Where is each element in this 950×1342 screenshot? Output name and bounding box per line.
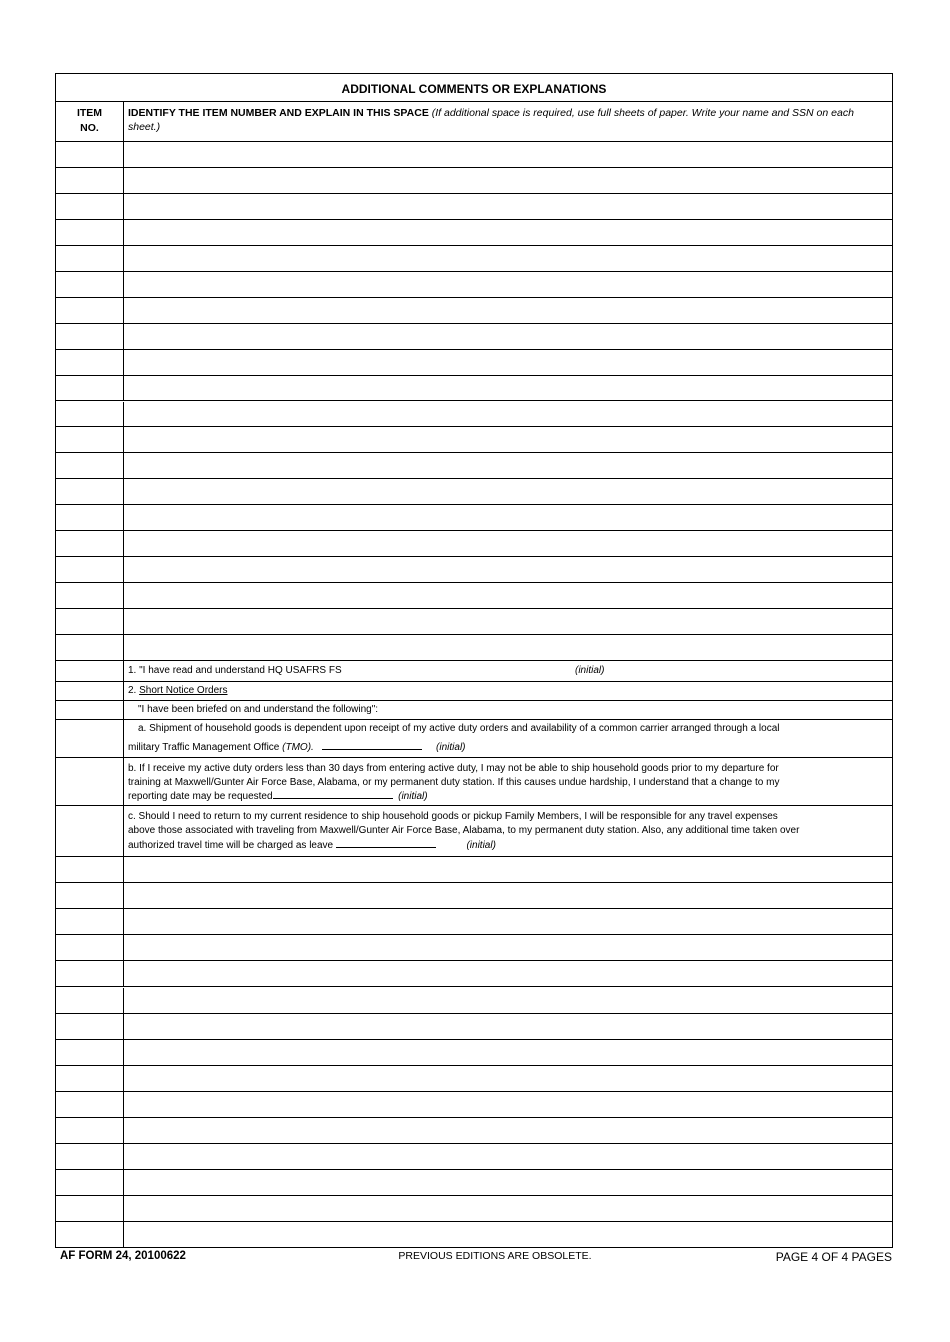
comment-row: [56, 883, 892, 909]
explanation-cell[interactable]: [124, 883, 892, 908]
explanation-cell[interactable]: [124, 1196, 892, 1221]
comment-row: [56, 194, 892, 220]
item-number-cell[interactable]: [56, 1170, 124, 1195]
statement-a-line1: a. Shipment of household goods is dependent upon receipt of my active duty orders and availability of a common carrier arranged through a local: [138, 723, 780, 734]
item-number-cell[interactable]: [56, 453, 124, 478]
comment-row: [56, 635, 892, 661]
comment-row: [56, 1222, 892, 1248]
statement-c-line2: above those associated with traveling from Maxwell/Gunter Air Force Base, Alabama, to my permanent duty station. Also, any additional time taken over: [128, 825, 800, 836]
comment-row: [56, 1118, 892, 1144]
item-number-cell[interactable]: [56, 142, 124, 167]
comment-row: [56, 220, 892, 246]
explanation-cell[interactable]: [124, 1170, 892, 1195]
item-number-cell[interactable]: [56, 505, 124, 530]
statement-a-line2: military Traffic Management Office: [128, 742, 283, 753]
comment-row: [56, 142, 892, 168]
item-number-cell[interactable]: [56, 961, 124, 986]
item-number-cell[interactable]: [56, 988, 124, 1013]
comment-row: [56, 557, 892, 583]
comment-row: [56, 988, 892, 1014]
item-cell[interactable]: [56, 701, 124, 719]
statement-1-initial: (initial): [575, 665, 605, 676]
explanation-cell[interactable]: [124, 453, 892, 478]
item-number-cell[interactable]: [56, 479, 124, 504]
explanation-cell[interactable]: [124, 935, 892, 960]
column-header-row: [56, 102, 892, 142]
comment-row: [56, 505, 892, 531]
comment-row: [56, 324, 892, 350]
item-number-cell[interactable]: [56, 1196, 124, 1221]
statement-2-title: Short Notice Orders: [139, 685, 228, 696]
comment-row: [56, 298, 892, 324]
item-number-cell[interactable]: [56, 557, 124, 582]
instruction-italic: (If additional space is required, use full sheets of paper. Write your name and SSN on each sheet.): [128, 107, 854, 133]
statement-c-line1: c. Should I need to return to my current residence to ship household goods or pickup Family Members, I will be responsible for any travel expenses: [128, 811, 778, 822]
comment-row: [56, 1066, 892, 1092]
statement-2-intro: "I have been briefed on and understand the following":: [138, 704, 379, 715]
explanation-cell[interactable]: [124, 557, 892, 582]
item-number-cell[interactable]: [56, 1040, 124, 1065]
statement-2-number: 2.: [128, 685, 140, 696]
item-cell[interactable]: [56, 661, 124, 681]
comment-row: [56, 935, 892, 961]
comment-row: [56, 1014, 892, 1040]
statement-c-row: [56, 806, 892, 857]
explanation-cell[interactable]: [124, 1092, 892, 1117]
statement-1-text: 1. "I have read and understand HQ USAFRS FS: [128, 665, 342, 676]
explanation-cell[interactable]: [124, 988, 892, 1013]
item-number-cell[interactable]: [56, 883, 124, 908]
form-title-row: [56, 74, 892, 102]
comment-row: [56, 1092, 892, 1118]
item-number-cell[interactable]: [56, 350, 124, 375]
comment-row: [56, 1170, 892, 1196]
item-number-cell[interactable]: [56, 376, 124, 401]
comment-row: [56, 350, 892, 376]
explanation-cell[interactable]: [124, 961, 892, 986]
item-cell[interactable]: [56, 682, 124, 700]
explanation-cell[interactable]: [124, 194, 892, 219]
initial-field-a[interactable]: [322, 740, 422, 750]
explanation-cell[interactable]: [124, 376, 892, 401]
explanation-cell[interactable]: [124, 1066, 892, 1091]
item-number-cell[interactable]: [56, 531, 124, 556]
statement-c-line3: authorized travel time will be charged as leave: [128, 840, 334, 851]
item-number-cell[interactable]: [56, 298, 124, 323]
explanation-cell[interactable]: [124, 583, 892, 608]
explanation-cell[interactable]: [124, 609, 892, 634]
statement-a-tmo: (TMO).: [282, 742, 314, 753]
item-number-cell[interactable]: [56, 909, 124, 934]
item-number-cell[interactable]: [56, 1144, 124, 1169]
item-cell[interactable]: [56, 720, 124, 757]
item-number-cell[interactable]: [56, 935, 124, 960]
statement-b-line3: reporting date may be requested: [128, 791, 273, 802]
explanation-cell[interactable]: [124, 1144, 892, 1169]
statement-b-line2: training at Maxwell/Gunter Air Force Base, Alabama, or my permanent duty station. If this causes undue hardship, I understand that a change to my: [128, 777, 780, 788]
item-header-line2: NO.: [80, 122, 99, 134]
item-no-header: [56, 102, 124, 141]
form-title: ADDITIONAL COMMENTS OR EXPLANATIONS: [341, 82, 607, 96]
explanation-cell[interactable]: [124, 427, 892, 452]
page-indicator: PAGE 4 OF 4 PAGES: [775, 1250, 892, 1264]
item-number-cell[interactable]: [56, 635, 124, 660]
statement-b-row: [56, 758, 892, 806]
explanation-header: [124, 102, 892, 141]
comment-row: [56, 531, 892, 557]
initial-field-c[interactable]: [336, 838, 436, 848]
explanation-cell[interactable]: [124, 142, 892, 167]
item-cell[interactable]: [56, 806, 124, 856]
item-number-cell[interactable]: [56, 220, 124, 245]
explanation-cell[interactable]: [124, 857, 892, 882]
statement-a-row: [56, 720, 892, 758]
statement-2-row: [56, 682, 892, 701]
instruction-bold: IDENTIFY THE ITEM NUMBER AND EXPLAIN IN THIS SPACE: [128, 107, 429, 119]
explanation-cell[interactable]: [124, 635, 892, 660]
item-number-cell[interactable]: [56, 583, 124, 608]
comment-row: [56, 427, 892, 453]
explanation-cell[interactable]: [124, 220, 892, 245]
comment-row: [56, 246, 892, 272]
explanation-cell[interactable]: [124, 479, 892, 504]
explanation-cell[interactable]: [124, 1118, 892, 1143]
comment-row: [56, 1040, 892, 1066]
comment-row: [56, 272, 892, 298]
statement-a-initial: (initial): [436, 742, 466, 753]
explanation-cell[interactable]: [124, 168, 892, 193]
explanation-cell[interactable]: [124, 1014, 892, 1039]
comment-row: [56, 1196, 892, 1222]
item-number-cell[interactable]: [56, 609, 124, 634]
statement-2-intro-row: [56, 701, 892, 720]
comment-row: [56, 168, 892, 194]
initial-field-b[interactable]: [273, 789, 393, 799]
statement-c-initial: (initial): [466, 840, 496, 851]
comment-row: [56, 479, 892, 505]
explanation-cell[interactable]: [124, 298, 892, 323]
explanation-cell[interactable]: [124, 909, 892, 934]
item-number-cell[interactable]: [56, 1118, 124, 1143]
item-number-cell[interactable]: [56, 194, 124, 219]
explanation-cell[interactable]: [124, 1040, 892, 1065]
explanation-cell[interactable]: [124, 505, 892, 530]
statement-1-row: [56, 661, 892, 682]
explanation-cell[interactable]: [124, 1222, 892, 1248]
item-number-cell[interactable]: [56, 1222, 124, 1248]
item-number-cell[interactable]: [56, 168, 124, 193]
form-id: AF FORM 24, 20100622: [60, 1250, 186, 1262]
comment-row: [56, 857, 892, 883]
explanation-cell[interactable]: [124, 324, 892, 349]
item-number-cell[interactable]: [56, 402, 124, 427]
statement-b-line1: b. If I receive my active duty orders less than 30 days from entering active duty, I may not be able to ship household goods prior to my departure for: [128, 763, 779, 774]
obsolete-notice: PREVIOUS EDITIONS ARE OBSOLETE.: [398, 1250, 592, 1262]
explanation-cell[interactable]: [124, 350, 892, 375]
comment-row: [56, 402, 892, 428]
item-number-cell[interactable]: [56, 246, 124, 271]
comment-row: [56, 961, 892, 987]
explanation-cell[interactable]: [124, 272, 892, 297]
item-number-cell[interactable]: [56, 1014, 124, 1039]
comment-row: [56, 1144, 892, 1170]
explanation-cell[interactable]: [124, 246, 892, 271]
explanation-cell[interactable]: [124, 402, 892, 427]
additional-comments-form: [55, 73, 893, 1248]
item-number-cell[interactable]: [56, 427, 124, 452]
comment-row: [56, 376, 892, 402]
comment-row: [56, 609, 892, 635]
item-number-cell[interactable]: [56, 857, 124, 882]
item-cell[interactable]: [56, 758, 124, 805]
comment-row: [56, 583, 892, 609]
item-number-cell[interactable]: [56, 1066, 124, 1091]
item-number-cell[interactable]: [56, 272, 124, 297]
item-number-cell[interactable]: [56, 1092, 124, 1117]
item-number-cell[interactable]: [56, 324, 124, 349]
statement-b-initial: (initial): [398, 791, 428, 802]
explanation-cell[interactable]: [124, 531, 892, 556]
item-header-line1: ITEM: [76, 107, 103, 119]
comment-row: [56, 453, 892, 479]
comment-row: [56, 909, 892, 935]
